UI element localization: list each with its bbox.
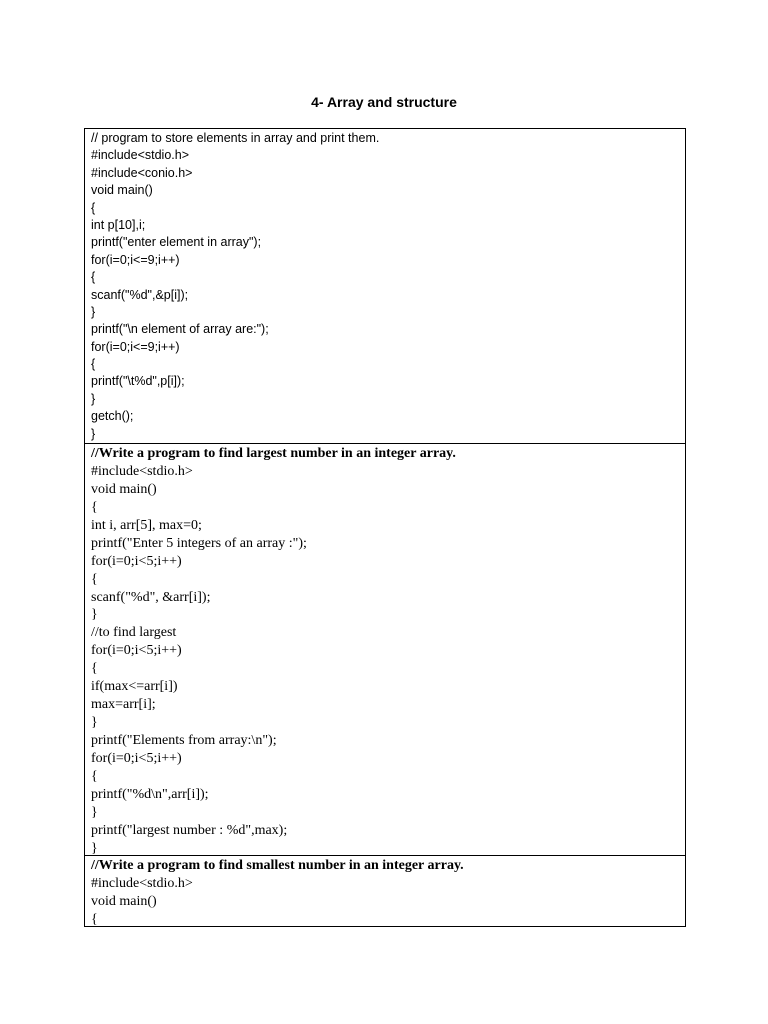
code-line: } bbox=[91, 391, 96, 406]
code-line: for(i=0;i<=9;i++) bbox=[91, 339, 180, 354]
code-line: printf("\t%d",p[i]); bbox=[91, 374, 185, 389]
code-line: { bbox=[91, 200, 96, 215]
code-line: void main() bbox=[91, 893, 157, 909]
code-line: printf("%d\n",arr[i]); bbox=[91, 786, 209, 802]
code-line: } bbox=[91, 607, 98, 623]
code-line: for(i=0;i<5;i++) bbox=[91, 643, 182, 659]
code-line: printf("Elements from array:\n"); bbox=[91, 733, 277, 748]
code-line: { bbox=[91, 911, 98, 926]
page-title: 4- Array and structure bbox=[311, 94, 457, 110]
code-line: printf("Enter 5 integers of an array :"); bbox=[91, 535, 307, 551]
block-heading: //Write a program to find largest number in an integer array. bbox=[91, 446, 456, 461]
code-line: printf("enter element in array"); bbox=[91, 235, 262, 250]
code-line: } bbox=[91, 840, 98, 855]
code-block-store-print-array bbox=[85, 129, 685, 443]
code-line: void main() bbox=[91, 481, 157, 497]
code-line: // program to store elements in array and print them. bbox=[91, 131, 380, 145]
code-line: #include<stdio.h> bbox=[91, 463, 193, 479]
code-line: { bbox=[91, 270, 96, 285]
code-line: } bbox=[91, 804, 98, 820]
code-line: printf("\n element of array are:"); bbox=[91, 322, 269, 337]
code-line: } bbox=[91, 426, 96, 441]
code-line: { bbox=[91, 768, 98, 784]
code-line: if(max<=arr[i]) bbox=[91, 679, 178, 695]
code-line: { bbox=[91, 571, 98, 587]
code-line: int p[10],i; bbox=[91, 217, 146, 232]
code-table bbox=[84, 128, 686, 927]
code-line: for(i=0;i<=9;i++) bbox=[91, 252, 180, 267]
code-line: for(i=0;i<5;i++) bbox=[91, 750, 182, 766]
code-block-largest-number bbox=[85, 443, 685, 855]
code-line: scanf("%d",&p[i]); bbox=[91, 287, 189, 302]
code-line: //to find largest bbox=[91, 625, 177, 641]
code-line: #include<stdio.h> bbox=[91, 875, 193, 891]
code-line: #include<stdio.h> bbox=[91, 148, 189, 163]
code-line: max=arr[i]; bbox=[91, 697, 156, 713]
code-line: void main() bbox=[91, 183, 153, 198]
code-line: for(i=0;i<5;i++) bbox=[91, 553, 182, 569]
code-line: #include<conio.h> bbox=[91, 165, 193, 180]
code-line: getch(); bbox=[91, 409, 134, 424]
code-line: { bbox=[91, 661, 98, 677]
code-line: } bbox=[91, 715, 98, 731]
code-line: } bbox=[91, 304, 96, 319]
code-line: int i, arr[5], max=0; bbox=[91, 517, 202, 533]
code-line: scanf("%d", &arr[i]); bbox=[91, 589, 211, 605]
code-block-smallest-number bbox=[85, 855, 685, 926]
block-heading: //Write a program to find smallest number in an integer array. bbox=[91, 858, 464, 873]
code-line: { bbox=[91, 357, 96, 372]
code-line: { bbox=[91, 499, 98, 515]
code-line: printf("largest number : %d",max); bbox=[91, 822, 288, 838]
